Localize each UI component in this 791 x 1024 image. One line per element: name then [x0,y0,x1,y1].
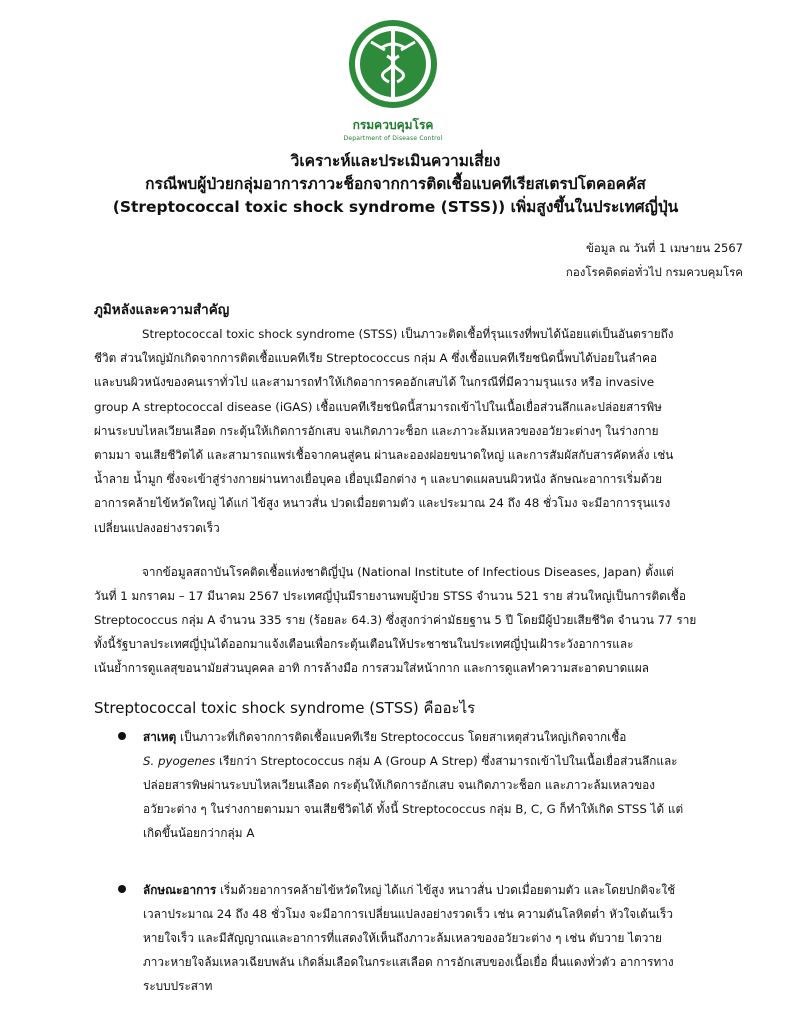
bullet-text: เริ่มด้วยอาการคล้ายไข้หวัดใหญ่ ได้แก่ ไข้สูง หนาวสั่น ปวดเมื่อยตามตัว และโดยปกติจะใช้ [216,882,676,897]
bullet-symptoms [94,878,744,999]
section-heading-what-is-stss: Streptococcal toxic shock syndrome (STSS) คืออะไร [94,698,476,717]
paragraph-line: เวลาประมาณ 24 ถึง 48 ชั่วโมง จะมีอาการเปลี่ยนแปลงอย่างรวดเร็ว เช่น ความดันโลหิตต่ำ หัวใจเต้นเร็ว [143,906,673,921]
title-line-1: วิเคราะห์และประเมินความเสี่ยง [290,152,501,170]
paragraph-line: จากข้อมูลสถาบันโรคติดเชื้อแห่งชาติญี่ปุ่น (National Institute of Infectious Diseases, Japan) ตั้งแต่ [142,564,674,579]
bullet-icon [118,732,126,740]
paragraph-line: และบนผิวหนังของคนเราทั่วไป และสามารถทำให้เกิดอาการคออักเสบได้ ในกรณีที่มีความรุนแรง หรือ invasive [94,375,655,390]
logo-thai-text: กรมควบคุมโรค [352,118,434,132]
paragraph-line: ตามมา จนเสียชีวิตได้ และสามารถแพร่เชื้อจากคนสู่คน ผ่านละอองฝอยขนาดใหญ่ และการสัมผัสกับสารคัดหลั่ง เช่น [94,447,674,462]
paragraph-line: เกิดขึ้นน้อยกว่ากลุ่ม A [143,826,255,841]
paragraph-line: Streptococcal toxic shock syndrome (STSS) เป็นภาวะติดเชื้อที่รุนแรงที่พบได้น้อยแต่เป็นอันตรายถึง [142,327,674,341]
bullet-body [143,725,744,846]
background-paragraph-2 [94,560,744,681]
paragraph-line: ปล่อยสารพิษผ่านระบบไหลเวียนเลือด กระตุ้นให้เกิดการอักเสบ จนเกิดภาวะช็อก และภาวะล้มเหลวของ [143,778,655,792]
paragraph-line: ภาวะหายใจล้มเหลวเฉียบพลัน เกิดลิ่มเลือดในกระแสเลือด การอักเสบของเนื้อเยื่อ ผื่นแดงทั่วตัว อาการทาง [143,955,674,970]
paragraph-line [143,878,744,902]
bullet-label-symptoms: ลักษณะอาการ [143,882,217,897]
paragraph-line: วันที่ 1 มกราคม – 17 มีนาคม 2567 ประเทศญี่ปุ่นมีรายงานพบผู้ป่วย STSS จำนวน 521 ราย ส่วนใหญ่เป็นการติดเชื้อ [94,588,686,603]
bullet-label-cause: สาเหตุ [143,729,177,744]
bullet-cause [94,725,744,846]
document-meta [566,236,743,284]
background-paragraph-1 [94,322,744,540]
document-body [94,298,744,999]
section-heading-background: ภูมิหลังและความสำคัญ [94,302,230,318]
title-line-3: (Streptococcal toxic shock syndrome (STSS)) เพิ่มสูงขึ้นในประเทศญี่ปุ่น [112,198,679,216]
species-name: S. pyogenes [143,753,216,768]
title-line-2: กรณีพบผู้ป่วยกลุ่มอาการภาวะช็อกจากการติดเชื้อแบคทีเรียสเตรปโตคอคคัส [145,175,646,193]
paragraph-spacer [94,540,744,560]
paragraph-line: อาการคล้ายไข้หวัดใหญ่ ได้แก่ ไข้สูง หนาวสั่น ปวดเมื่อยตามตัว และประมาณ 24 ถึง 48 ชั่วโมง จะมีอาการรุนแรง [94,496,671,511]
paragraph-line: group A streptococcal disease (iGAS) เชื้อแบคทีเรียชนิดนี้สามารถเข้าไปในเนื้อเยื่อส่วนลึกและปล่อยสารพิษ [94,399,662,414]
bullet-text: เรียกว่า Streptococcus กลุ่ม A (Group A Strep) ซึ่งสามารถเข้าไปในเนื้อเยื่อส่วนลึกและ [215,753,678,768]
paragraph-line: เน้นย้ำการดูแลสุขอนามัยส่วนบุคคล อาทิ การล้างมือ การสวมใส่หน้ากาก และการดูแลทำความสะอาดบาดแผล [94,661,650,676]
data-date: ข้อมูล ณ วันที่ 1 เมษายน 2567 [586,241,743,255]
bullet-icon [118,885,126,893]
bullet-body [143,878,744,999]
bullet-spacer [94,846,744,874]
paragraph-line: ผ่านระบบไหลเวียนเลือด กระตุ้นให้เกิดการอักเสบ จนเกิดภาวะช็อก และภาวะล้มเหลวของอวัยวะต่างๆ ในร่างกาย [94,423,659,438]
ministry-seal-icon [341,16,445,112]
source-agency: กองโรคติดต่อทั่วไป กรมควบคุมโรค [565,265,743,279]
logo-english-text: Department of Disease Control [343,135,443,142]
paragraph-line: เปลี่ยนแปลงอย่างรวดเร็ว [94,520,220,535]
paragraph-line: Streptococcus กลุ่ม A จำนวน 335 ราย (ร้อยละ 64.3) ซึ่งสูงกว่าค่ามัธยฐาน 5 ปี โดยมีผู้ป่วยเสียชีวิต จำนวน 77 ราย [94,613,697,628]
paragraph-line [143,749,744,773]
paragraph-line: ทั้งนี้รัฐบาลประเทศญี่ปุ่นได้ออกมาแจ้งเตือนเพื่อกระตุ้นเตือนให้ประชาชนในประเทศญี่ปุ่นเฝ้าระวังอาการและ [94,637,634,652]
paragraph-line [143,725,744,749]
paragraph-line: อวัยวะต่าง ๆ ในร่างกายตามมา จนเสียชีวิตได้ ทั้งนี้ Streptococcus กลุ่ม B, C, G ก็ทำให้เกิด STSS ได้ แต่ [143,802,684,817]
paragraph-line: หายใจเร็ว และมีสัญญาณและอาการที่แสดงให้เห็นถึงภาวะล้มเหลวของอวัยวะต่าง ๆ เช่น ตับวาย ไตวาย [143,930,662,945]
paragraph-line: ระบบประสาท [143,979,213,994]
paragraph-line: ชีวิต ส่วนใหญ่มักเกิดจากการติดเชื้อแบคทีเรีย Streptococcus กลุ่ม A ซึ่งเชื้อแบคทีเรียชนิดนี้พบได้บ่อยในลำคอ [94,351,658,366]
document-title [70,150,721,219]
bullet-text: เป็นภาวะที่เกิดจากการติดเชื้อแบคทีเรีย Streptococcus โดยสาเหตุส่วนใหญ่เกิดจากเชื้อ [176,729,627,744]
paragraph-line: น้ำลาย น้ำมูก ซึ่งจะเข้าสู่ร่างกายผ่านทางเยื่อบุคอ เยื่อบุเมือกต่าง ๆ และบาดแผลบนผิวหนัง ลักษณะอาการเริ่มด้วย [94,472,663,487]
department-logo [328,16,458,142]
